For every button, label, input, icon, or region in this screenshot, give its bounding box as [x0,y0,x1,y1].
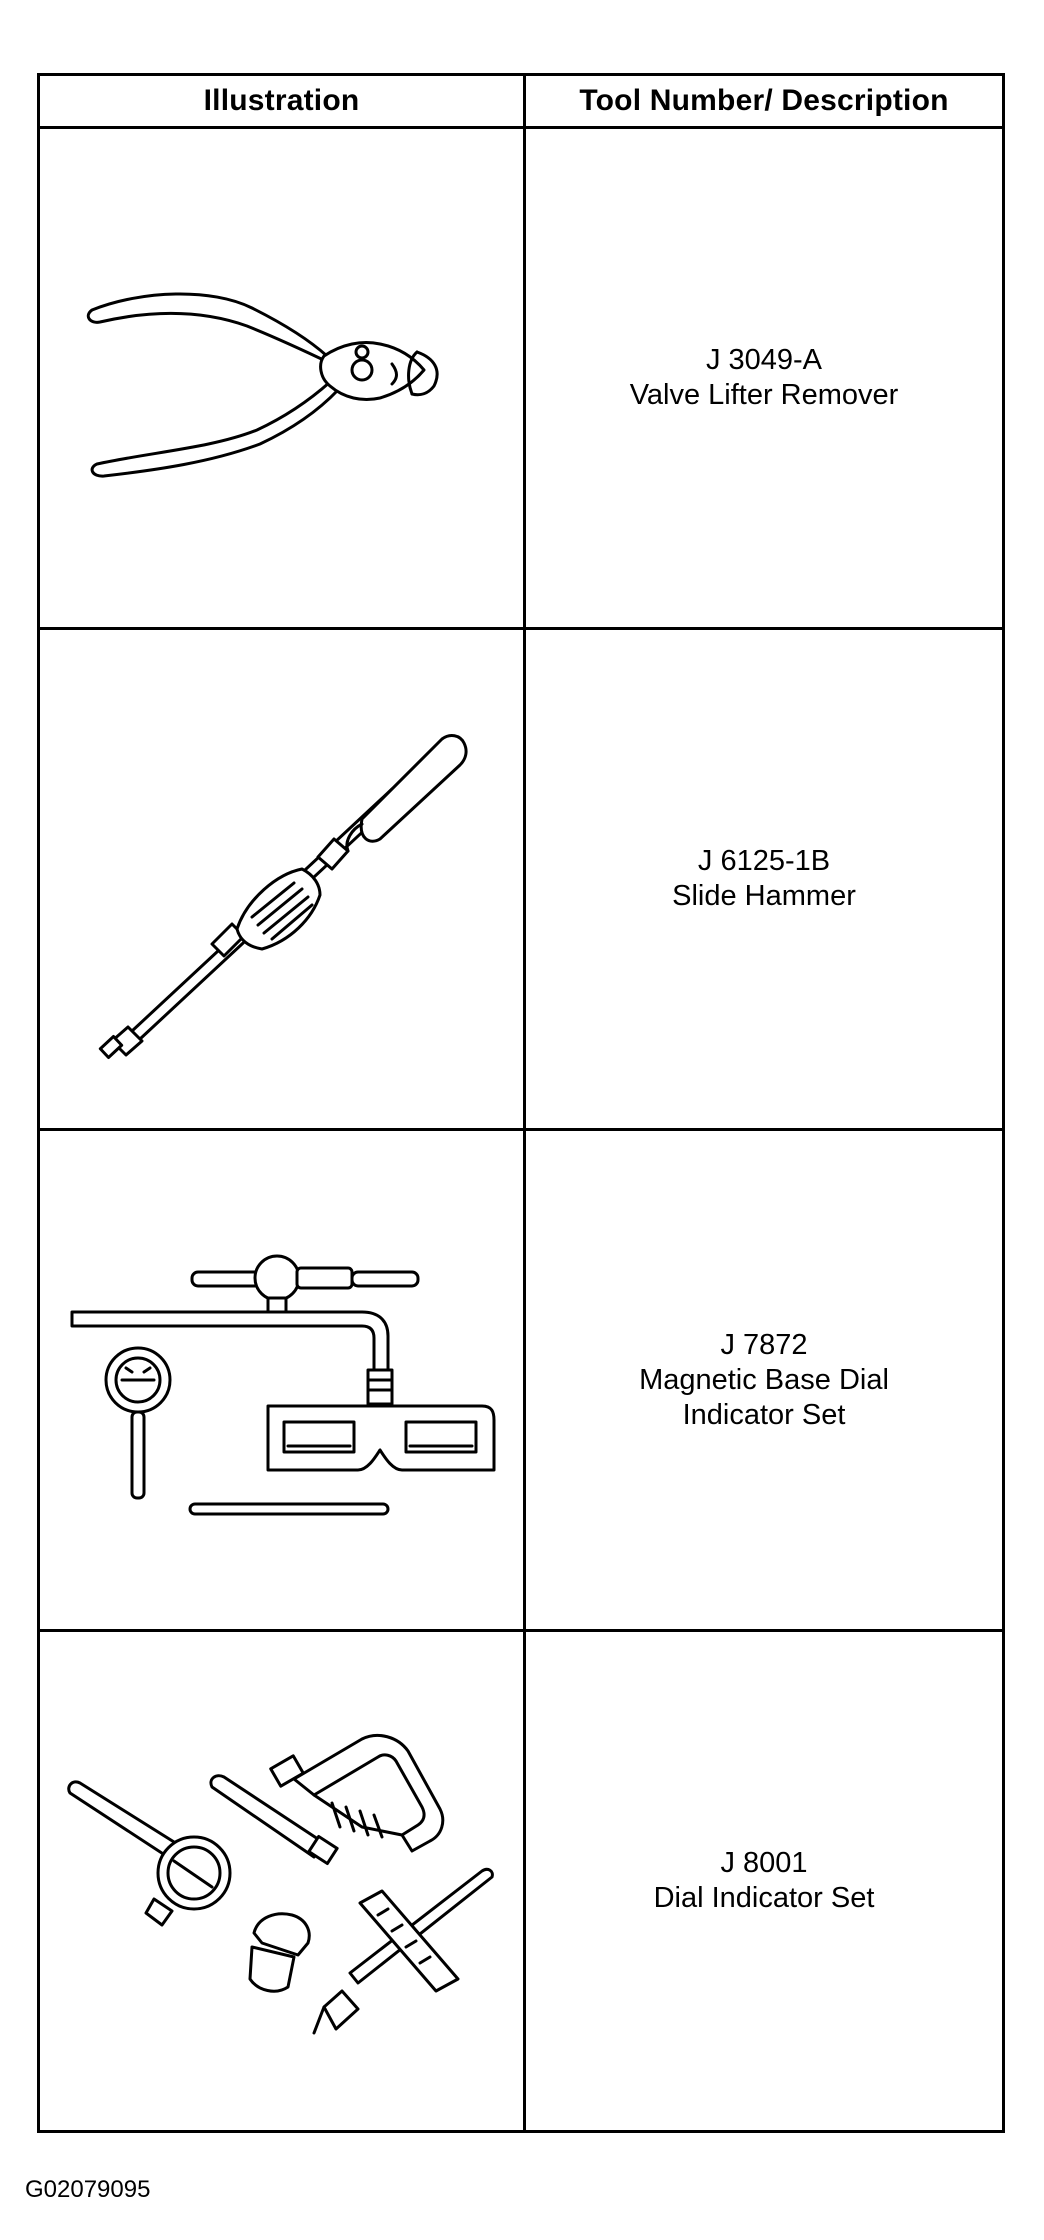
tool-number: J 8001 [720,1847,808,1879]
dial-indicator-set-icon [62,1711,502,2051]
header-tool-description: Tool Number/ Description [525,75,1004,128]
illustration-cell [39,1631,525,2132]
description-cell [525,629,1004,1130]
tool-table [37,73,1005,2133]
illustration-cell [39,128,525,629]
tool-description-line-1: Magnetic Base Dial [639,1363,889,1396]
table-row [39,1130,1004,1631]
tool-description: Dial Indicator Set [653,1882,875,1914]
table-row [39,128,1004,629]
illustration-cell [39,629,525,1130]
illustration-cell [39,1130,525,1631]
tool-description: Slide Hammer [672,880,856,912]
figure-id: G02079095 [25,2176,151,2203]
tool-description: Valve Lifter Remover [629,379,899,411]
pliers-icon [62,248,502,508]
slide-hammer-icon [62,679,502,1079]
table-row [39,629,1004,1130]
header-row [39,75,1004,128]
tool-number: J 7872 [720,1328,808,1361]
tool-number: J 6125-1B [697,845,831,877]
magnetic-base-dial-indicator-icon [62,1220,502,1540]
table-row [39,1631,1004,2132]
description-cell [525,1130,1004,1631]
header-illustration: Illustration [39,75,525,128]
description-cell [525,1631,1004,2132]
description-cell [525,128,1004,629]
tool-description-line-2: Indicator Set [682,1398,846,1431]
tool-number: J 3049-A [705,344,823,376]
